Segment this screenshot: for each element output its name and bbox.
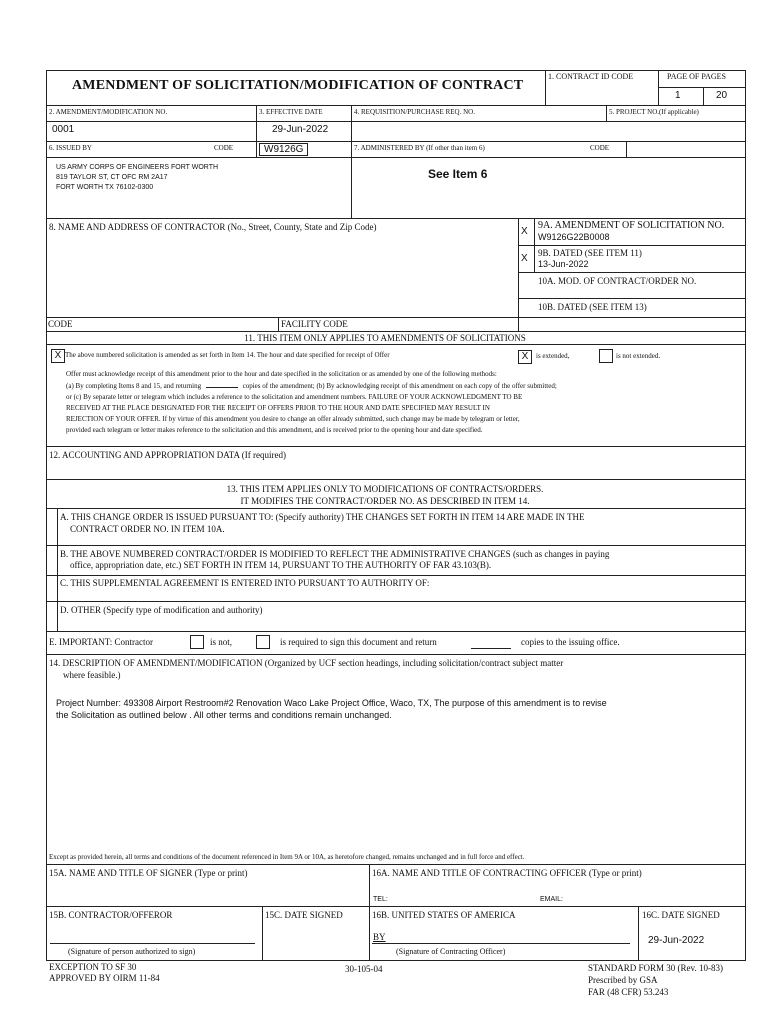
email-label: EMAIL: <box>540 896 563 903</box>
issuer-address <box>56 163 218 193</box>
page-of-pages-label: PAGE OF PAGES <box>667 72 726 81</box>
item11-amended-text: The above numbered solicitation is amended as set forth in Item 14. The hour and date specified for receipt of Offer <box>65 351 390 359</box>
amendment-solicitation-value: W9126G22B0008 <box>538 232 610 242</box>
description-label-line: where feasible.) <box>63 670 121 680</box>
item13-option-d: D. OTHER (Specify type of modification and authority) <box>60 605 263 615</box>
checkbox-9b[interactable]: X <box>521 253 528 264</box>
page-number: 1 <box>675 90 681 101</box>
is-required-checkbox[interactable] <box>256 635 270 649</box>
amendment-solicitation-label: 9A. AMENDMENT OF SOLICITATION NO. <box>538 220 725 231</box>
copies-return-blank[interactable] <box>471 648 511 649</box>
footer-right <box>588 962 723 998</box>
issued-by-code-value: W9126G <box>259 143 308 156</box>
exception-text: EXCEPTION TO SF 30 <box>49 962 137 972</box>
item13-heading <box>0 483 770 507</box>
copies-blank <box>206 380 238 388</box>
instruction-line: or (c) By separate letter or telegram which includes a reference to the solicitation and amendment numbers. FAILURE OF YOUR ACKNOWLEDGMENT TO BE <box>66 393 523 401</box>
description-body <box>56 697 607 721</box>
footer-form-code: 30-105-04 <box>345 964 383 974</box>
administered-by-label: 7. ADMINISTERED BY (If other than item 6) <box>354 144 485 152</box>
instruction-line: RECEIVED AT THE PLACE DESIGNATED FOR THE RECEIPT OF OFFERS PRIOR TO THE HOUR AND DATE SPECIFIED MAY RESULT IN <box>66 404 490 412</box>
united-states-label: 16B. UNITED STATES OF AMERICA <box>372 910 516 920</box>
checkbox-9a[interactable]: X <box>521 226 528 237</box>
is-not-label: is not, <box>210 637 233 647</box>
date-signed-15c-label: 15C. DATE SIGNED <box>265 910 343 920</box>
instruction-line: provided each telegram or letter makes reference to the solicitation and this amendment, and is received prior to the opening hour and date specified. <box>66 426 483 434</box>
effective-date-label: 3. EFFECTIVE DATE <box>259 108 323 116</box>
date-signed-16c-value: 29-Jun-2022 <box>648 935 705 946</box>
project-no-label: 5. PROJECT NO.(If applicable) <box>609 108 699 116</box>
description-label-line: 14. DESCRIPTION OF AMENDMENT/MODIFICATION (Organized by UCF section headings, including solicitation/contract subject matter <box>49 658 564 668</box>
far-text: FAR (48 CFR) 53.243 <box>588 987 669 997</box>
option-b-line: B. THE ABOVE NUMBERED CONTRACT/ORDER IS MODIFIED TO REFLECT THE ADMINISTRATIVE CHANGES (such as changes in paying <box>60 549 610 559</box>
officer-signature-caption: (Signature of Contracting Officer) <box>396 947 506 956</box>
item11-amended-checkbox[interactable]: X <box>51 349 65 363</box>
footer-left <box>49 962 160 984</box>
terms-unchanged-note: Except as provided herein, all terms and conditions of the document referenced in Item 9A or 10A, as heretofore changed, remains unchanged and in full force and effect. <box>49 853 525 861</box>
mod-contract-label: 10A. MOD. OF CONTRACT/ORDER NO. <box>538 276 697 286</box>
contractor-code-label: CODE <box>48 319 73 329</box>
item13-heading-line: IT MODIFIES THE CONTRACT/ORDER NO. AS DESCRIBED IN ITEM 14. <box>240 496 530 506</box>
item13-option-a <box>60 511 585 535</box>
date-signed-16c-label: 16C. DATE SIGNED <box>642 910 720 920</box>
instruction-part: (a) By completing Items 8 and 15, and returning <box>66 382 202 390</box>
is-required-label: is required to sign this document and return <box>280 637 437 647</box>
not-extended-label: is not extended. <box>616 352 661 360</box>
instruction-line: REJECTION OF YOUR OFFER. If by virtue of this amendment you desire to change an offer already submitted, such change may be made by telegram or letter, <box>66 415 520 423</box>
amendment-no-value: 0001 <box>52 124 75 135</box>
item11-instructions <box>66 369 557 436</box>
item13-option-b <box>60 549 609 571</box>
issuer-address-line: US ARMY CORPS OF ENGINEERS FORT WORTH <box>56 164 219 171</box>
issuer-address-line: FORT WORTH TX 76102-0300 <box>56 184 154 191</box>
accounting-data-label: 12. ACCOUNTING AND APPROPRIATION DATA (If required) <box>49 450 287 460</box>
extended-checkbox[interactable]: X <box>518 350 532 364</box>
page-count: 20 <box>716 90 728 101</box>
effective-date-value: 29-Jun-2022 <box>272 124 329 135</box>
issuer-address-line: 819 TAYLOR ST, CT OFC RM 2A17 <box>56 174 168 181</box>
issued-by-label: 6. ISSUED BY <box>49 144 92 152</box>
dated-10b-label: 10B. DATED (SEE ITEM 13) <box>538 302 647 312</box>
standard-form-text: STANDARD FORM 30 (Rev. 10-83) <box>588 963 723 973</box>
contractor-offeror-label: 15B. CONTRACTOR/OFFEROR <box>49 910 173 920</box>
instruction-line: Offer must acknowledge receipt of this amendment prior to the hour and date specified in the solicitation or as amended by one of the following methods: <box>66 370 497 378</box>
see-item-note: See Item 6 <box>428 167 488 181</box>
facility-code-label: FACILITY CODE <box>281 319 348 329</box>
item13-heading-line: 13. THIS ITEM APPLIES ONLY TO MODIFICATIONS OF CONTRACTS/ORDERS. <box>226 484 544 494</box>
amendment-no-label: 2. AMENDMENT/MODIFICATION NO. <box>49 108 168 116</box>
issued-by-code-label: CODE <box>214 144 234 152</box>
instruction-part: copies of the amendment; (b) By acknowledging receipt of this amendment on each copy of the offer submitted; <box>242 382 557 390</box>
option-a-line: CONTRACT ORDER NO. IN ITEM 10A. <box>70 524 225 534</box>
signer-name-label: 15A. NAME AND TITLE OF SIGNER (Type or print) <box>49 868 248 878</box>
approved-text: APPROVED BY OIRM 11-84 <box>49 973 160 983</box>
contract-id-code-label: 1. CONTRACT ID CODE <box>548 72 634 81</box>
prescribed-text: Prescribed by GSA <box>588 975 658 985</box>
option-b-line: office, appropriation date, etc.) SET FORTH IN ITEM 14, PURSUANT TO THE AUTHORITY OF FAR 43.103(B). <box>70 560 492 570</box>
requisition-label: 4. REQUISITION/PURCHASE REQ. NO. <box>354 108 475 116</box>
important-label: E. IMPORTANT: Contractor <box>49 637 154 647</box>
by-label: BY <box>373 932 386 942</box>
contractor-name-label: 8. NAME AND ADDRESS OF CONTRACTOR (No., Street, County, State and Zip Code) <box>49 222 377 232</box>
item11-heading: 11. THIS ITEM ONLY APPLIES TO AMENDMENTS OF SOLICITATIONS <box>244 333 526 343</box>
copies-label: copies to the issuing office. <box>521 637 620 647</box>
extended-label: is extended, <box>536 352 570 360</box>
description-body-line: Project Number: 493308 Airport Restroom#2 Renovation Waco Lake Project Office, Waco, TX, The purpose of this amendment is to revise <box>56 698 607 708</box>
description-label <box>49 657 563 681</box>
is-not-checkbox[interactable] <box>190 635 204 649</box>
instruction-line <box>66 380 557 392</box>
item13-option-c: C. THIS SUPPLEMENTAL AGREEMENT IS ENTERED INTO PURSUANT TO AUTHORITY OF: <box>60 578 430 588</box>
contractor-signature-caption: (Signature of person authorized to sign) <box>68 947 196 956</box>
dated-9b-label: 9B. DATED (SEE ITEM 11) <box>538 248 642 258</box>
contracting-officer-label: 16A. NAME AND TITLE OF CONTRACTING OFFICER (Type or print) <box>372 868 642 878</box>
form-title: AMENDMENT OF SOLICITATION/MODIFICATION OF CONTRACT <box>72 78 524 93</box>
description-body-line: the Solicitation as outlined below . All other terms and conditions remain unchanged. <box>56 710 392 720</box>
tel-label: TEL: <box>373 896 388 903</box>
administered-by-code-label: CODE <box>590 144 610 152</box>
option-a-line: A. THIS CHANGE ORDER IS ISSUED PURSUANT TO: (Specify authority) THE CHANGES SET FORTH IN ITEM 14 ARE MADE IN THE <box>60 512 585 522</box>
dated-9b-value: 13-Jun-2022 <box>538 259 589 269</box>
not-extended-checkbox[interactable] <box>599 349 613 363</box>
